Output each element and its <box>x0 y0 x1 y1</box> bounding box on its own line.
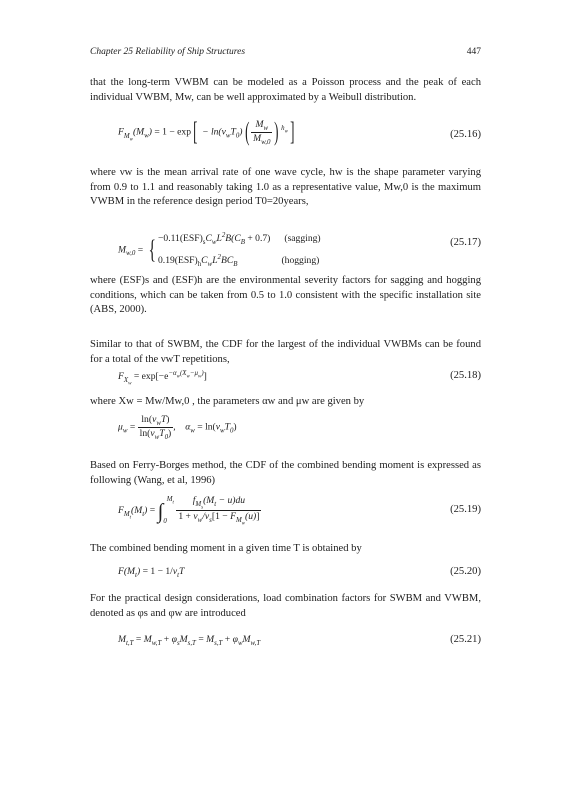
sagging-label: (sagging) <box>284 233 321 245</box>
paragraph-5: where Xw = Mw/Mw,0 , the parameters αw and μw are given by <box>90 396 365 407</box>
page-number: 447 <box>466 47 481 57</box>
equation-number: (25.21) <box>450 634 481 645</box>
equation-number: (25.18) <box>450 370 481 381</box>
hogging-label: (hogging) <box>281 255 320 267</box>
parameter-definitions-body: $\mu_w$ = $\frac{\ln(\nu_wT)}{\ln(\nu_wT_0)}$ , $\alpha_w = \ln(\nu_wT_0)$ <box>118 414 237 441</box>
equation-25-20 <box>90 566 481 584</box>
equation-25-20-body: $F(M_t) = 1 - 1/\nu_tT$ <box>118 566 185 579</box>
equation-25-19-body: $F_{M_t}(M_t) = \int_0^{M_t}$ $\frac{f_{M_s}(M_t - u)du}{1 + \nu_w/\nu_s[1 - F_{M_w}(u)]}$ <box>118 495 260 527</box>
parameter-definitions <box>90 414 481 448</box>
equation-number: (25.16) <box>450 129 481 140</box>
equation-25-21-body: $M_{t,T} = M_{w,T} + \varphi_sM_{s,T} = M_{s,T} + \varphi_wM_{w,T}$ <box>118 634 261 647</box>
equation-25-18 <box>90 370 481 388</box>
paragraph-2: where νw is the mean arrival rate of one wave cycle, hw is the shape parameter varying from 0.9 to 1.1 and reasonably taking 1.0 as a representative value, Mw,0 is the maximum VWBM in the reference design period T0=20years, <box>90 167 481 208</box>
chapter-title: Chapter 25 Reliability of Ship Structures <box>90 47 246 57</box>
paragraph-1: that the long-term VWBM can be modeled as a Poisson process and the peak of each individual VWBM, Mw, can be well approximated by a Weibull distribution. <box>90 77 481 103</box>
equation-number: (25.17) <box>450 237 481 248</box>
equation-number: (25.20) <box>450 566 481 577</box>
running-header <box>90 47 481 57</box>
paragraph-4: Similar to that of SWBM, the CDF for the largest of the individual VWBMs can be found for a total of the νwT repetitions, <box>90 339 481 365</box>
equation-25-17-body: $M_{w,0}$ = { $-0.11(ESF)_sC_wL^2B(C_B + 0.7)$ (sagging) $0.19(ESF)_hC_wL^2BC_B$ (hogging) <box>118 232 321 269</box>
equation-number: (25.19) <box>450 504 481 515</box>
paragraph-8: For the practical design considerations, load combination factors for SWBM and VWBM, denoted as φs and φw are introduced <box>90 593 481 619</box>
paragraph-7: The combined bending moment in a given time T is obtained by <box>90 543 362 554</box>
equation-25-18-body: $F_{X_w} = \exp[-e^{-\alpha_w(X_w-\mu_w)}]$ <box>118 370 207 387</box>
equation-25-17 <box>90 228 481 269</box>
equation-25-21 <box>90 634 481 652</box>
paragraph-3: where (ESF)s and (ESF)h are the environmental severity factors for sagging and hogging conditions, which can be taken from 0.5 to 1.0 consistent with the specific installation site (ABS, 2000). <box>90 275 481 316</box>
equation-25-16 <box>90 118 481 154</box>
paragraph-6: Based on Ferry-Borges method, the CDF of the combined bending moment is expressed as following (Wang, et al, 1996) <box>90 460 481 486</box>
equation-25-16-body: $F_{M_w}(M_w) = 1 - \exp[ - \ln(\nu_wT_0)$( $\frac{M_w}{M_{w,0}}$ ) $^{h_w}$] <box>118 117 295 147</box>
equation-25-19 <box>90 495 481 531</box>
